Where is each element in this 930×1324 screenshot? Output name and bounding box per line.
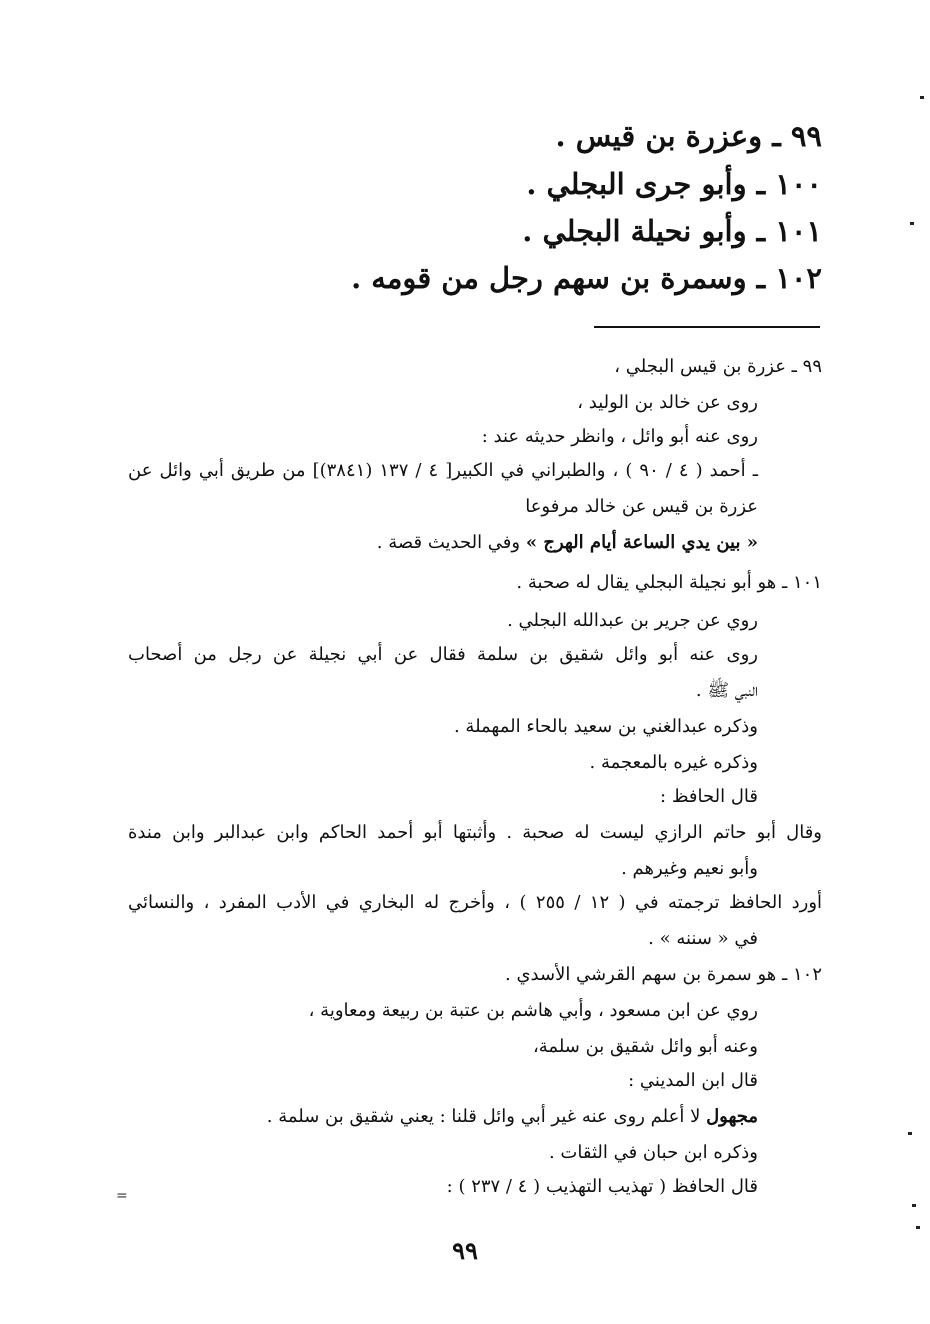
note-101-line: روى عنه أبو وائل شقيق بن سلمة فقال عن أبي نجيلة عن رجل من أصحاب	[128, 644, 758, 665]
note-101-line: قال الحافظ :	[660, 786, 758, 807]
heading-item-101: ١٠١ ـ وأبو نحيلة البجلي .	[522, 214, 822, 248]
margin-mark: =	[116, 1188, 128, 1204]
scan-speck	[912, 1204, 916, 1207]
note-102-line: قال الحافظ ( تهذيب التهذيب ( ٤ / ٢٣٧ ) :	[446, 1176, 758, 1197]
note-102-line: وعنه أبو وائل شقيق بن سلمة،	[532, 1036, 758, 1057]
note-99-line: عزرة بن قيس عن خالد مرفوعا	[525, 496, 758, 517]
note-101-line: في « سننه » .	[648, 928, 758, 949]
note-101-line: وقال أبو حاتم الرازي ليست له صحبة . وأثبتها أبو أحمد الحاكم وابن عبدالبر وابن مندة	[128, 822, 822, 843]
note-99-title: ٩٩ ـ عزرة بن قيس البجلي ،	[614, 356, 822, 377]
note-text: وفي الحديث قصة .	[376, 532, 526, 553]
heading-item-102: ١٠٢ ـ وسمرة بن سهم رجل من قومه .	[351, 261, 822, 295]
heading-item-100: ١٠٠ ـ وأبو جرى البجلي .	[526, 167, 822, 201]
note-102-line	[267, 1102, 758, 1132]
note-101-line: أورد الحافظ ترجمته في ( ١٢ / ٢٥٥ ) ، وأخرج له البخاري في الأدب المفرد ، والنسائي	[128, 892, 823, 913]
note-102-line: قال ابن المديني :	[628, 1070, 758, 1091]
footnote-separator	[594, 326, 820, 328]
note-101-line: النبي ﷺ .	[695, 680, 758, 701]
note-99-line: ـ أحمد ( ٤ / ٩٠ ) ، والطبراني في الكبير[ ٤ / ١٣٧ (٣٨٤١)] من طريق أبي وائل عن	[128, 460, 758, 481]
narrator-grade: مجهول	[706, 1106, 758, 1127]
note-101-line: وذكره عبدالغني بن سعيد بالحاء المهملة .	[453, 716, 758, 737]
note-101-line: روي عن جرير بن عبدالله البجلي .	[507, 610, 758, 631]
page-number: ٩٩	[452, 1236, 478, 1265]
scan-speck	[916, 1226, 920, 1229]
note-101-line: وأبو نعيم وغيرهم .	[621, 858, 758, 879]
note-text: لا أعلم روى عنه غير أبي وائل قلنا : يعني شقيق بن سلمة .	[266, 1106, 707, 1127]
note-101-title: ١٠١ ـ هو أبو نجيلة البجلي يقال له صحبة .	[516, 572, 822, 593]
note-102-line: وذكره ابن حبان في الثقات .	[548, 1142, 758, 1163]
scan-speck	[920, 96, 924, 99]
note-102-line: روي عن ابن مسعود ، وأبي هاشم بن عتبة بن ربيعة ومعاوية ،	[308, 1000, 758, 1021]
scan-speck	[908, 1132, 912, 1135]
note-99-line: روى عنه أبو وائل ، وانظر حديثه عند :	[481, 426, 758, 447]
hadith-quote: « بين يدي الساعة أيام الهرج »	[525, 532, 758, 553]
note-99-line: روى عن خالد بن الوليد ،	[577, 392, 758, 413]
scan-speck	[910, 222, 914, 225]
note-102-title: ١٠٢ ـ هو سمرة بن سهم القرشي الأسدي .	[505, 964, 822, 985]
heading-item-99: ٩٩ ـ وعزرة بن قيس .	[555, 119, 822, 153]
note-101-line: وذكره غيره بالمعجمة .	[589, 752, 758, 773]
note-99-line	[377, 528, 758, 558]
